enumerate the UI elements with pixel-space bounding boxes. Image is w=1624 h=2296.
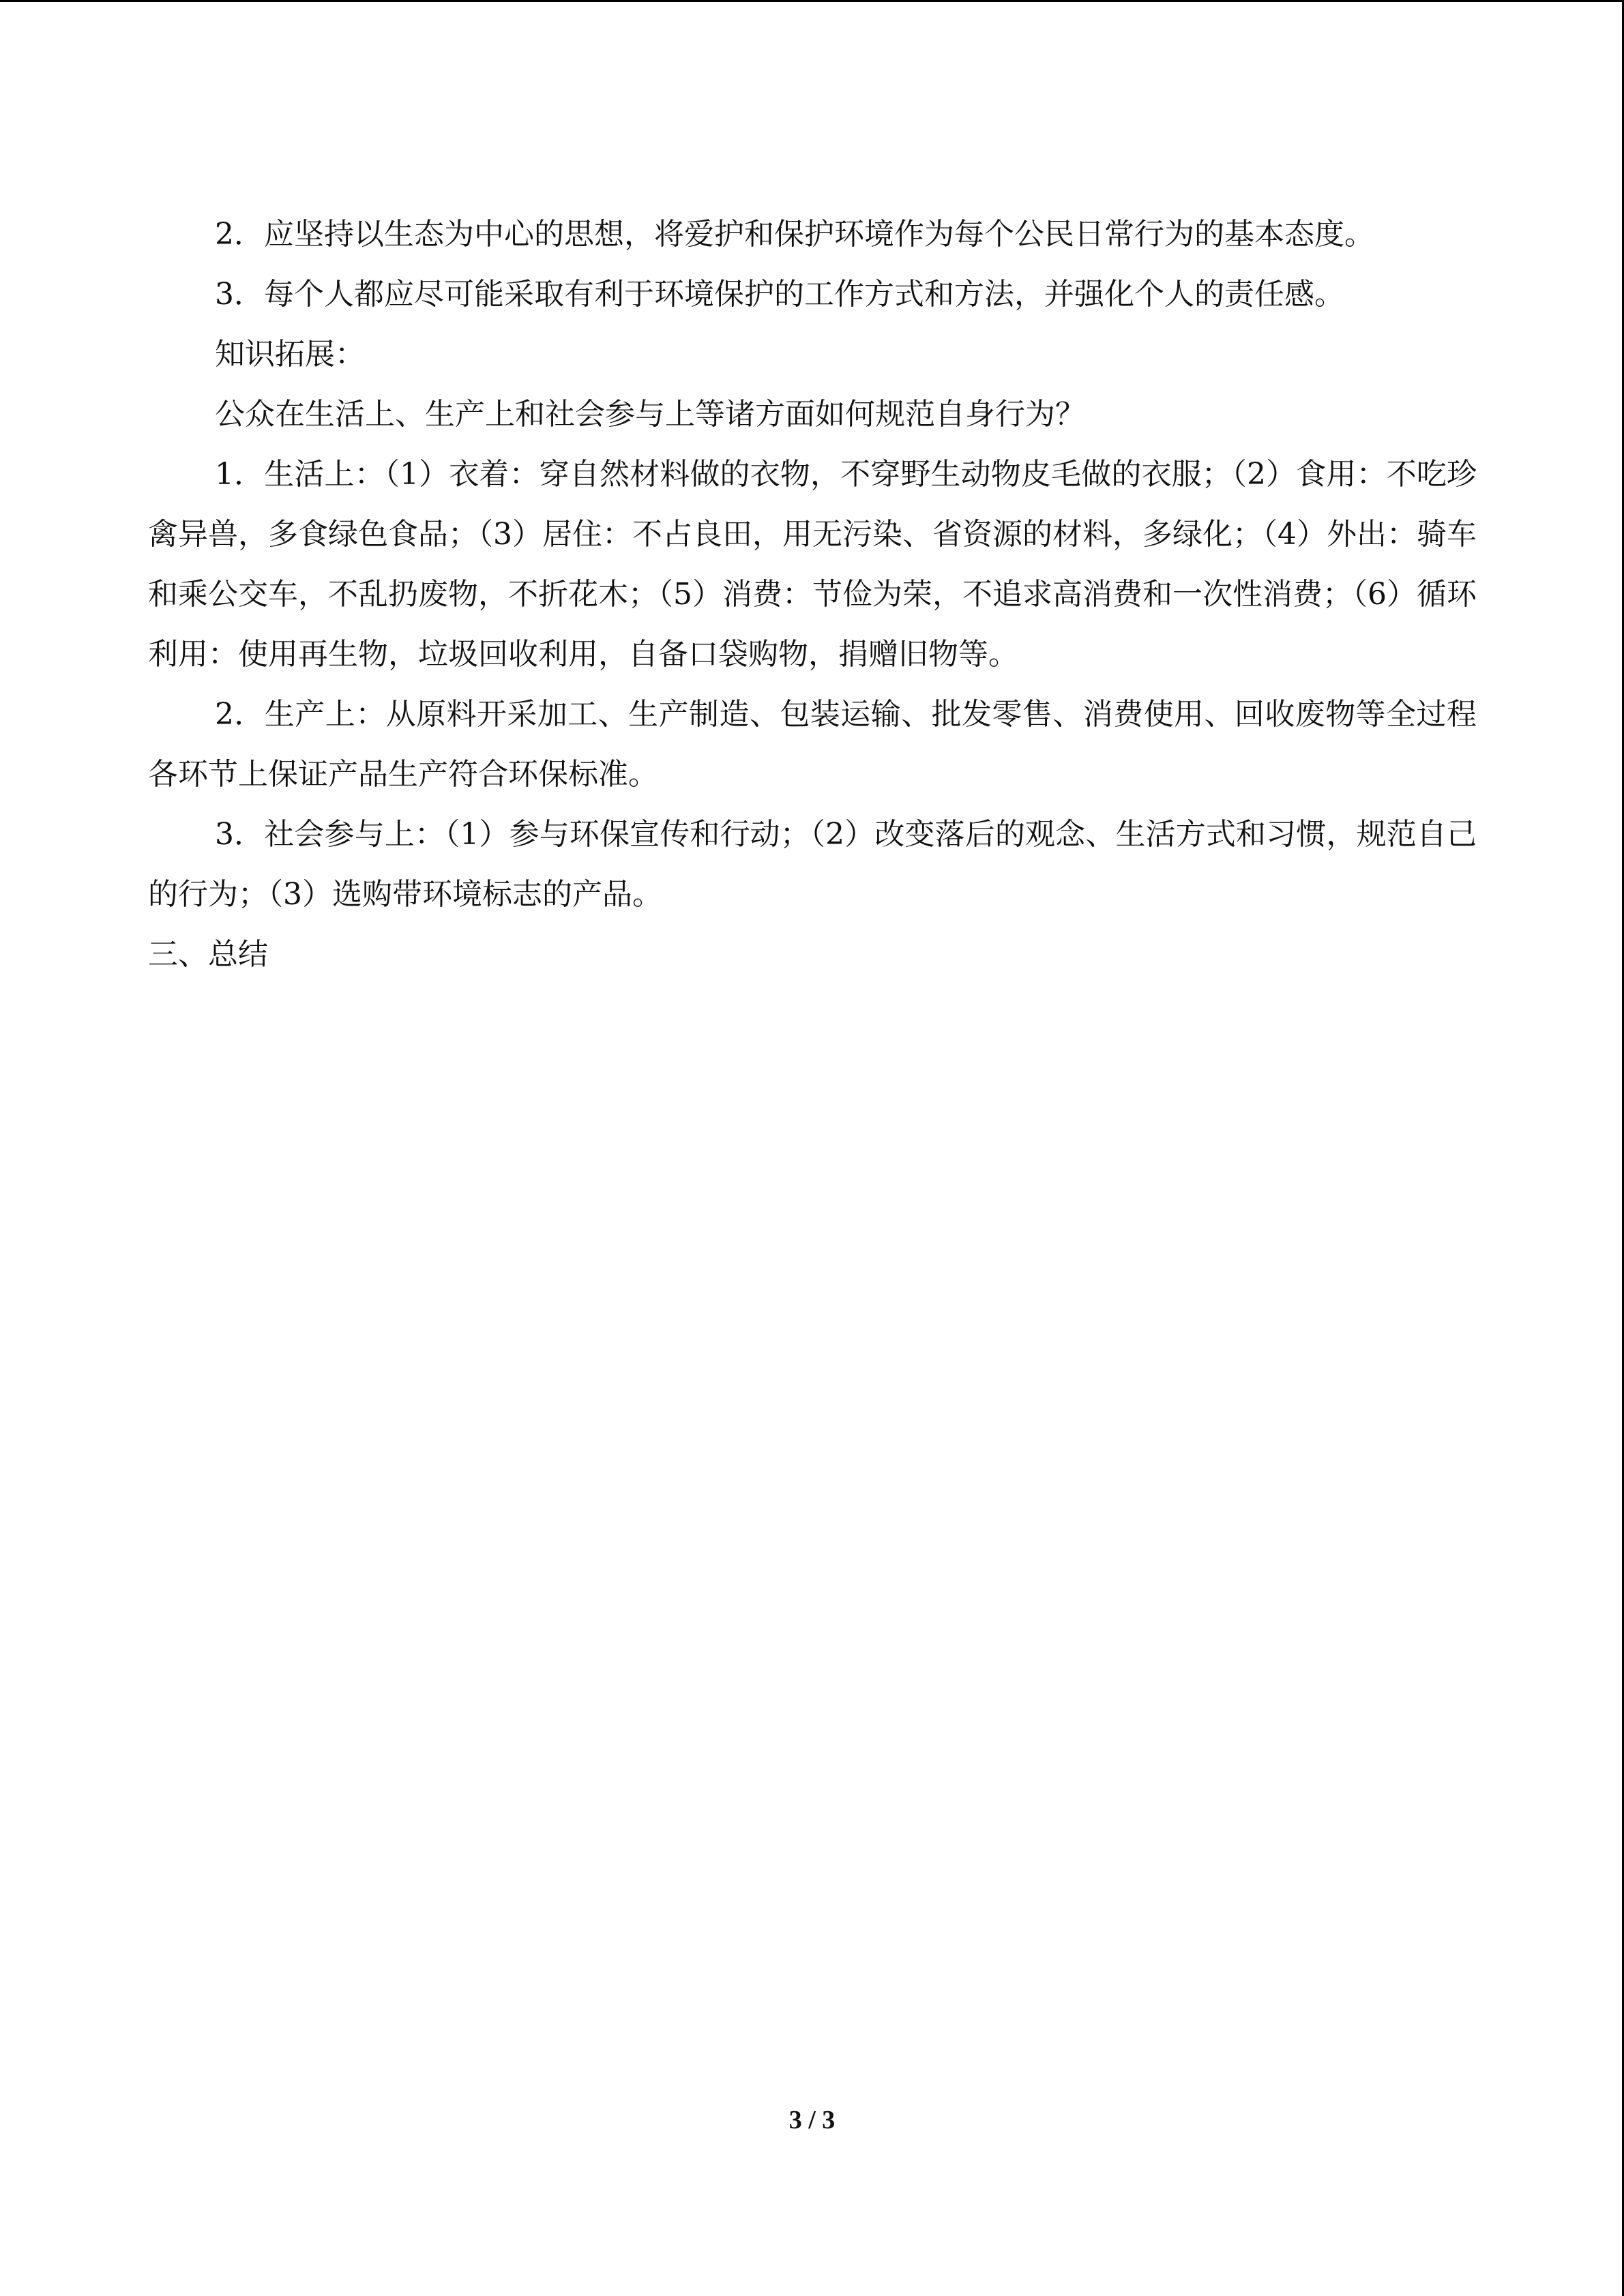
knowledge-extension-heading: 知识拓展： — [215, 337, 365, 372]
summary-heading: 三、总结 — [148, 937, 268, 972]
top-border-line — [0, 0, 1624, 2]
paragraph-life: 1．生活上：（1）衣着：穿自然材料做的衣物，不穿野生动物皮毛做的衣服；（2）食用：不吃珍禽异兽，多食绿色食品；（3）居住：不占良田，用无污染、省资源的材料，多绿化；（4）外出：骑车和乘公交车，不乱扔废物，不折花木；（5）消费：节俭为荣，不追求高消费和一次性消费；（6）循环利用：使用再生物，垃圾回收利用，自备口袋购物，捐赠旧物等。 — [148, 457, 1477, 672]
paragraph-point-3: 3．每个人都应尽可能采取有利于环境保护的工作方式和方法，并强化个人的责任感。 — [215, 277, 1344, 312]
paragraph-production: 2．生产上：从原料开采加工、生产制造、包装运输、批发零售、消费使用、回收废物等全过程各环节上保证产品生产符合环保标准。 — [148, 697, 1477, 792]
document-body — [148, 205, 1477, 985]
paragraph-social: 3．社会参与上：（1）参与环保宣传和行动；（2）改变落后的观念、生活方式和习惯，规范自己的行为；（3）选购带环境标志的产品。 — [148, 817, 1477, 912]
paragraph-point-2: 2．应坚持以生态为中心的思想，将爱护和保护环境作为每个公民日常行为的基本态度。 — [215, 217, 1374, 252]
paragraph-question: 公众在生活上、生产上和社会参与上等诸方面如何规范自身行为？ — [215, 397, 1085, 432]
page-number: 3 / 3 — [788, 2106, 836, 2134]
